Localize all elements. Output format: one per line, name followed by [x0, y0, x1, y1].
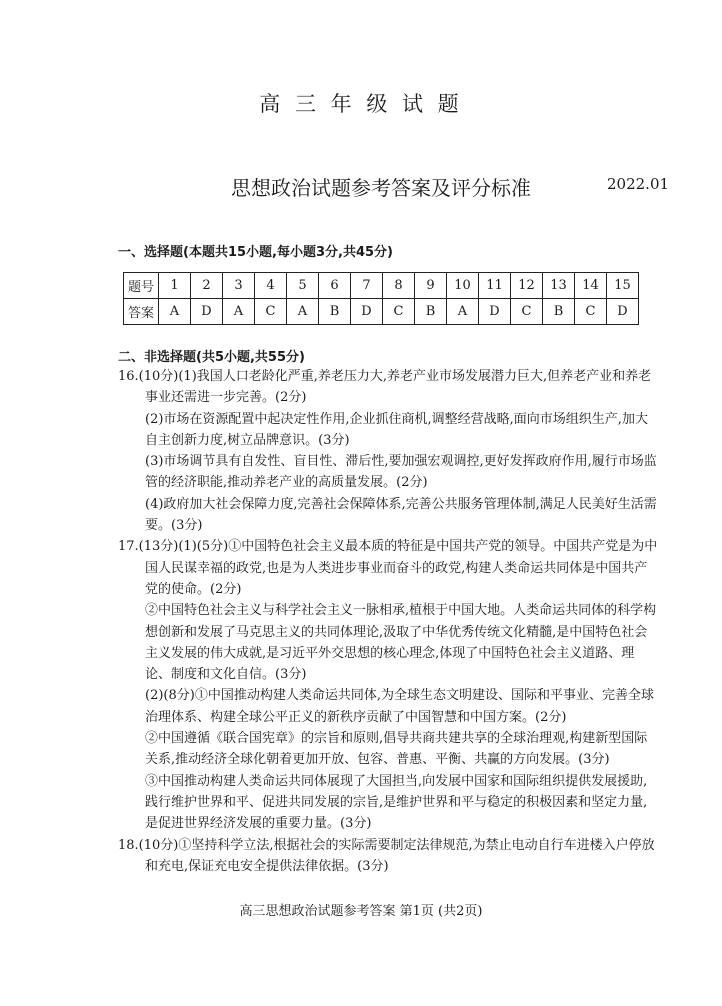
question-number: 4	[255, 273, 287, 299]
document-subtitle: 思想政治试题参考答案及评分标准	[231, 176, 531, 200]
question-number: 14	[575, 273, 607, 299]
answer-cell: C	[575, 299, 607, 325]
document-date: 2022.01	[607, 175, 670, 193]
answer-cell: B	[543, 299, 575, 325]
question-number-row	[124, 273, 639, 299]
answer-cell: C	[255, 299, 287, 325]
question-16-answer	[118, 366, 658, 536]
answer-cell: D	[479, 299, 511, 325]
answer-cell: C	[511, 299, 543, 325]
question-number: 1	[159, 273, 191, 299]
row-label-answers: 答案	[124, 299, 159, 325]
answer-cell: A	[447, 299, 479, 325]
question-number: 15	[607, 273, 639, 299]
answer-paragraph: (2)市场在资源配置中起决定性作用,企业抓住商机,调整经营战略,面向市场组织生产,加大自主创新力度,树立品牌意识。(3分)	[145, 411, 648, 448]
question-number: 5	[287, 273, 319, 299]
row-label-numbers: 题号	[124, 273, 159, 299]
question-lead: 17.(13分)(1)(5分)①中国特色社会主义最本质的特征是中国共产党的领导。中国共产党是为中国人民谋幸福的政党,也是为人类进步事业而奋斗的政党,构建人类命运共同体是中国共产党的使命。(2分)	[118, 539, 658, 597]
question-number: 7	[351, 273, 383, 299]
question-number: 10	[447, 273, 479, 299]
question-number: 8	[383, 273, 415, 299]
answer-cell: A	[287, 299, 319, 325]
question-lead: 18.(10分)①坚持科学立法,根据社会的实际需要制定法律规范,为禁止电动自行车进楼入户停放和充电,保证充电安全提供法律依据。(3分)	[118, 837, 655, 874]
answer-paragraph: ②中国特色社会主义与科学社会主义一脉相承,植根于中国大地。人类命运共同体的科学构想创新和发展了马克思主义的共同体理论,汲取了中华优秀传统文化精髓,是中国特色社会主义发展的伟大成就,是习近平外交思想的核心理念,体现了中国特色社会主义道路、理论、制度和文化自信。(3分)	[145, 603, 657, 683]
answer-paragraph: ③中国推动构建人类命运共同体展现了大国担当,向发展中国家和国际组织提供发展援助,践行维护世界和平、促进共同发展的宗旨,是维护世界和平与稳定的积极因素和坚定力量,是促进世界经济发展的重要力量。(3分)	[145, 773, 648, 832]
question-number: 2	[191, 273, 223, 299]
answer-cell: B	[319, 299, 351, 325]
answer-row	[124, 299, 639, 325]
question-18-answer	[118, 835, 658, 878]
question-number: 3	[223, 273, 255, 299]
answer-paragraph: (3)市场调节具有自发性、盲目性、滞后性,要加强宏观调控,更好发挥政府作用,履行市场监管的经济职能,推动养老产业的高质量发展。(2分)	[145, 454, 657, 491]
answer-cell: A	[223, 299, 255, 325]
answer-cell: D	[607, 299, 639, 325]
section1-heading: 一、选择题(本题共15小题,每小题3分,共45分)	[118, 245, 393, 260]
question-number: 11	[479, 273, 511, 299]
answer-cell: A	[159, 299, 191, 325]
answer-cell: B	[415, 299, 447, 325]
question-number: 12	[511, 273, 543, 299]
question-lead: 16.(10分)(1)我国人口老龄化严重,养老压力大,养老产业市场发展潜力巨大,但养老产业和养老事业还需进一步完善。(2分)	[118, 369, 652, 406]
answer-cell: C	[383, 299, 415, 325]
page-title: 高 三 年 级 试 题	[259, 92, 463, 116]
section2-heading: 二、非选择题(共5小题,共55分)	[118, 350, 305, 365]
question-17-answer	[118, 536, 658, 834]
answer-key-table	[123, 272, 639, 325]
page-footer: 高三思想政治试题参考答案 第1页 (共2页)	[239, 904, 483, 919]
question-number: 13	[543, 273, 575, 299]
answer-body	[118, 366, 658, 877]
answer-paragraph: ②中国遵循《联合国宪章》的宗旨和原则,倡导共商共建共享的全球治理观,构建新型国际关系,推动经济全球化朝着更加开放、包容、普惠、平衡、共赢的方向发展。(3分)	[145, 731, 648, 768]
question-number: 6	[319, 273, 351, 299]
answer-cell: D	[351, 299, 383, 325]
answer-cell: D	[191, 299, 223, 325]
question-number: 9	[415, 273, 447, 299]
answer-paragraph: (4)政府加大社会保障力度,完善社会保障体系,完善公共服务管理体制,满足人民美好生活需要。(3分)	[145, 496, 657, 534]
answer-paragraph: (2)(8分)①中国推动构建人类命运共同体,为全球生态文明建设、国际和平事业、完善全球治理体系、构建全球公平正义的新秩序贡献了中国智慧和中国方案。(2分)	[145, 688, 654, 725]
